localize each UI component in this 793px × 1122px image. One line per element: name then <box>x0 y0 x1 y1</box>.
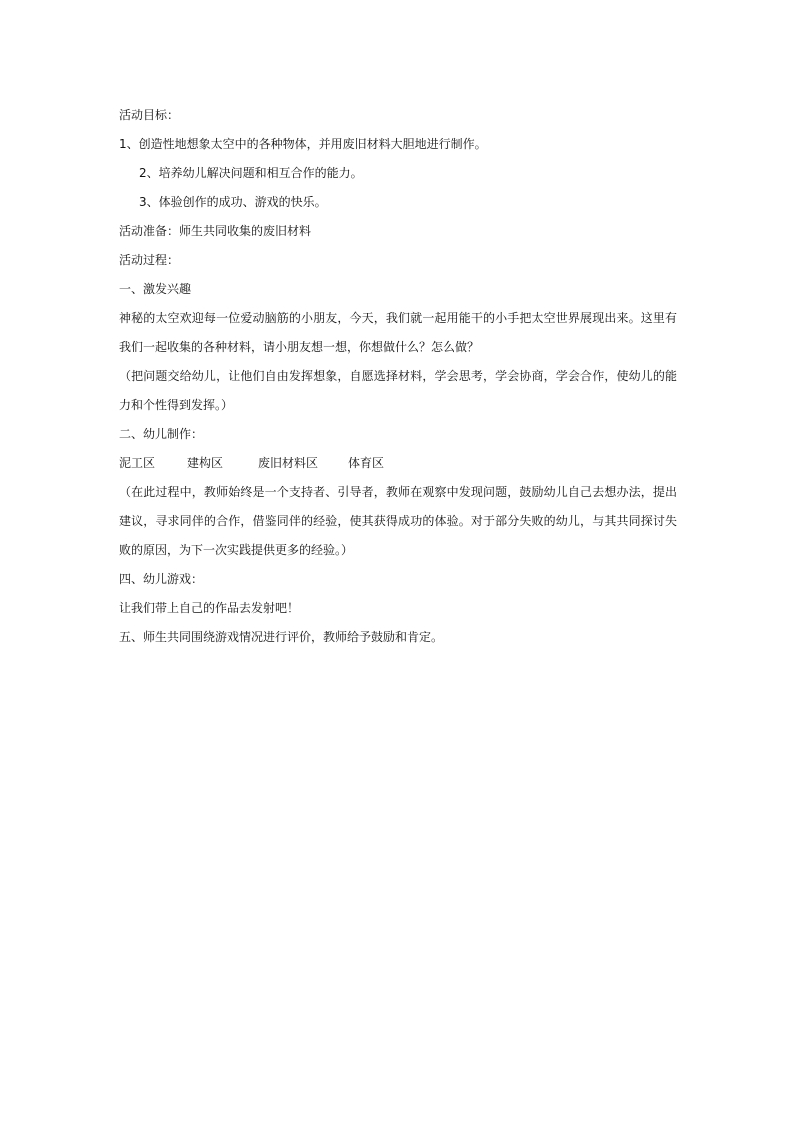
section-2-note: （在此过程中，教师始终是一个支持者、引导者，教师在观察中发现问题，鼓励幼儿自己去想办法，提出建议，寻求同伴的合作，借鉴同伴的经验，使其获得成功的体验。对于部分失败的幼儿，与其共同探讨失败的原因，为下一次实践提供更多的经验。） <box>119 485 677 557</box>
section-1-note: （把问题交给幼儿，让他们自由发挥想象，自愿选择材料，学会思考，学会协商，学会合作，使幼儿的能力和个性得到发挥。） <box>119 369 677 412</box>
zone-sports: 体育区 <box>348 456 385 470</box>
section-4-heading: 四、幼儿游戏： <box>119 572 204 586</box>
section-1-text: 神秘的太空欢迎每一位爱动脑筋的小朋友，今天，我们就一起用能干的小手把太空世界展现出来。这里有我们一起收集的各种材料，请小朋友想一想，你想做什么？怎么做？ <box>119 311 677 354</box>
goal-item-3: 3、体验创作的成功、游戏的快乐。 <box>139 195 327 209</box>
goal-heading: 活动目标： <box>119 108 180 122</box>
section-4-text: 让我们带上自己的作品去发射吧！ <box>119 601 300 615</box>
section-1-heading: 一、激发兴趣 <box>119 282 192 296</box>
process-heading: 活动过程： <box>119 253 180 267</box>
zone-list <box>119 449 677 478</box>
document-body <box>119 101 677 652</box>
zone-clay: 泥工区 <box>119 456 156 470</box>
section-5-text: 五、师生共同围绕游戏情况进行评价，教师给予鼓励和肯定。 <box>119 630 444 644</box>
goal-item-1: 1、创造性地想象太空中的各种物体，并用废旧材料大胆地进行制作。 <box>119 137 487 151</box>
preparation-line: 活动准备：师生共同收集的废旧材料 <box>119 224 312 238</box>
section-2-heading: 二、幼儿制作： <box>119 427 204 441</box>
goal-item-2: 2、培养幼儿解决问题和相互合作的能力。 <box>139 166 363 180</box>
zone-recycled-materials: 废旧材料区 <box>258 456 319 470</box>
zone-construction: 建构区 <box>187 456 224 470</box>
